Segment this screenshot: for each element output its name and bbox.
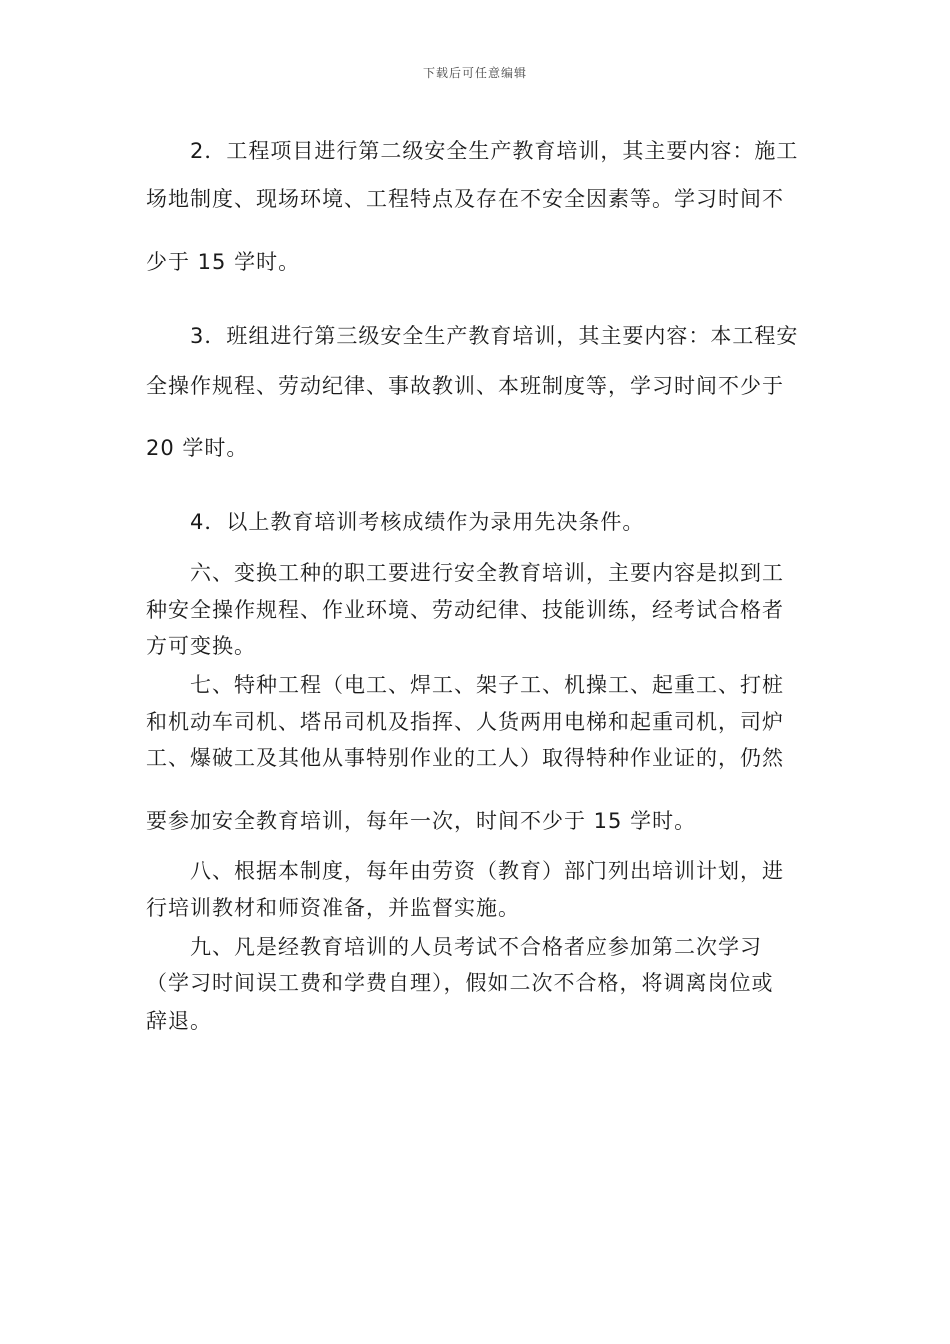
paragraph-1-line-1: 2．工程项目进行第二级安全生产教育培训，其主要内容：施工 bbox=[190, 139, 799, 163]
paragraph-3-line-1: 4．以上教育培训考核成绩作为录用先决条件。 bbox=[190, 510, 645, 534]
paragraph-5-line-1: 七、特种工程（电工、焊工、架子工、机操工、起重工、打桩 bbox=[190, 673, 784, 697]
paragraph-2-line-1: 3．班组进行第三级安全生产教育培训，其主要内容：本工程安 bbox=[190, 324, 799, 348]
paragraph-5-line-4: 要参加安全教育培训，每年一次，时间不少于 15 学时。 bbox=[146, 809, 697, 833]
paragraph-4-line-2: 种安全操作规程、作业环境、劳动纪律、技能训练，经考试合格者 bbox=[146, 598, 784, 622]
paragraph-4-line-3: 方可变换。 bbox=[146, 634, 256, 658]
paragraph-6-line-2: 行培训教材和师资准备，并监督实施。 bbox=[146, 896, 520, 920]
paragraph-1-line-2: 场地制度、现场环境、工程特点及存在不安全因素等。学习时间不 bbox=[146, 187, 784, 211]
paragraph-5-line-2: 和机动车司机、塔吊司机及指挥、人货两用电梯和起重司机，司炉 bbox=[146, 710, 784, 734]
paragraph-2-line-2: 全操作规程、劳动纪律、事故教训、本班制度等，学习时间不少于 bbox=[146, 374, 784, 398]
paragraph-7-line-3: 辞退。 bbox=[146, 1009, 212, 1033]
page-header: 下载后可任意编辑 bbox=[422, 66, 527, 80]
paragraph-4-line-1: 六、变换工种的职工要进行安全教育培训，主要内容是拟到工 bbox=[190, 561, 784, 585]
paragraph-5-line-3: 工、爆破工及其他从事特别作业的工人）取得特种作业证的，仍然 bbox=[146, 746, 784, 770]
paragraph-6-line-1: 八、根据本制度，每年由劳资（教育）部门列出培训计划，进 bbox=[190, 859, 784, 883]
paragraph-2-line-3: 20 学时。 bbox=[146, 436, 249, 460]
paragraph-7-line-1: 九、凡是经教育培训的人员考试不合格者应参加第二次学习 bbox=[190, 935, 762, 959]
paragraph-7-line-2: （学习时间误工费和学费自理），假如二次不合格，将调离岗位或 bbox=[146, 971, 774, 995]
paragraph-1-line-3: 少于 15 学时。 bbox=[146, 250, 301, 274]
